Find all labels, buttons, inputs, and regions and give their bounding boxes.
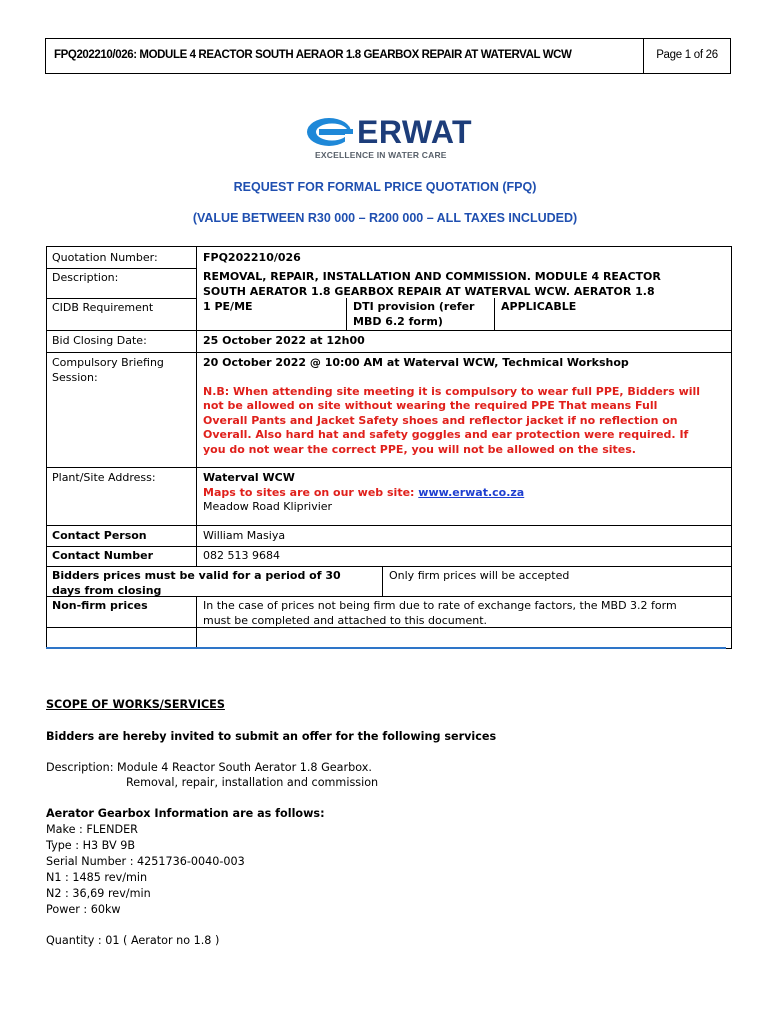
quotation-number-label: Quotation Number: xyxy=(52,251,158,264)
website-link[interactable]: www.erwat.co.za xyxy=(418,485,525,499)
table-row xyxy=(46,596,732,627)
cidb-label: CIDB Requirement xyxy=(46,298,196,330)
non-firm-label: Non-firm prices xyxy=(52,599,148,612)
erwat-logo xyxy=(305,114,473,165)
gearbox-power: Power : 60kw xyxy=(46,903,121,916)
gearbox-type: Type : H3 BV 9B xyxy=(46,839,135,852)
page-header xyxy=(45,38,731,74)
document-subtitle: (VALUE BETWEEN R30 000 – R200 000 – ALL TAXES INCLUDED) xyxy=(192,211,578,225)
description-label: Description: xyxy=(46,268,196,298)
briefing-details: 20 October 2022 @ 10:00 AM at Waterval WCW, Techmical Workshop xyxy=(203,356,629,369)
site-road: Meadow Road Kliprivier xyxy=(203,500,333,513)
ppe-notice-line: not be allowed on site without wearing the required PPE That means Full xyxy=(203,399,658,412)
validity-line: Bidders prices must be valid for a period of 30 xyxy=(52,569,341,582)
description-line: REMOVAL, REPAIR, INSTALLATION AND COMMISSION. MODULE 4 REACTOR xyxy=(203,270,661,283)
briefing-label-line: Session: xyxy=(52,370,98,384)
logo-wordmark: ERWAT xyxy=(357,114,473,150)
ppe-notice-line: you do not wear the correct PPE, you will not be allowed on the sites. xyxy=(203,442,636,456)
gearbox-info-heading: Aerator Gearbox Information are as follows: xyxy=(46,807,325,820)
briefing-label-line: Compulsory Briefing xyxy=(52,356,164,369)
quotation-number-value: FPQ202210/026 xyxy=(196,247,732,268)
briefing-label xyxy=(46,353,196,467)
empty-cell xyxy=(196,628,732,648)
gearbox-quantity: Quantity : 01 ( Aerator no 1.8 ) xyxy=(46,934,220,947)
gearbox-n1: N1 : 1485 rev/min xyxy=(46,871,148,884)
gearbox-serial: Serial Number : 4251736-0040-003 xyxy=(46,855,245,868)
validity-line: days from closing xyxy=(52,583,162,597)
table-row xyxy=(46,268,732,298)
scope-description: Description: Module 4 Reactor South Aerator 1.8 Gearbox. xyxy=(46,761,372,774)
logo-tagline: EXCELLENCE IN WATER CARE xyxy=(315,150,447,160)
non-firm-line: must be completed and attached to this document. xyxy=(203,613,488,627)
briefing-value xyxy=(196,353,732,467)
table-row xyxy=(46,330,732,352)
table-row xyxy=(46,298,732,330)
table-row xyxy=(46,627,732,649)
scope-heading: SCOPE OF WORKS/SERVICES xyxy=(46,698,225,711)
gearbox-n2: N2 : 36,69 rev/min xyxy=(46,887,151,900)
table-row xyxy=(46,467,732,525)
table-row xyxy=(46,246,732,268)
validity-label xyxy=(46,567,382,596)
document-title: REQUEST FOR FORMAL PRICE QUOTATION (FPQ) xyxy=(233,180,537,194)
closing-date-value: 25 October 2022 at 12h00 xyxy=(196,331,732,352)
divider-line xyxy=(46,647,726,649)
dti-value: APPLICABLE xyxy=(494,298,732,330)
ppe-notice-line: N.B: When attending site meeting it is compulsory to wear full PPE, Bidders will xyxy=(203,384,701,398)
validity-value: Only firm prices will be accepted xyxy=(382,567,732,596)
empty-cell xyxy=(46,628,196,648)
contact-person-label: Contact Person xyxy=(52,529,147,542)
contact-number-value: 082 513 9684 xyxy=(196,547,732,566)
ppe-notice-line: Overall Pants and Jacket Safety shoes and reflector jacket if no reflection on xyxy=(203,413,678,427)
closing-date-label: Bid Closing Date: xyxy=(52,334,147,347)
ppe-notice-line: Overall. Also hard hat and safety goggles and ear protection were required. If xyxy=(203,428,689,441)
description-value xyxy=(196,268,732,298)
cidb-value: 1 PE/ME xyxy=(196,298,346,330)
dti-label-line: DTI provision (refer xyxy=(353,300,475,313)
gearbox-make: Make : FLENDER xyxy=(46,823,138,836)
table-row xyxy=(46,546,732,566)
scope-description: Removal, repair, installation and commission xyxy=(126,776,379,789)
non-firm-value xyxy=(196,597,732,627)
contact-number-label: Contact Number xyxy=(52,549,154,562)
scope-invite: Bidders are hereby invited to submit an offer for the following services xyxy=(46,730,497,743)
table-row xyxy=(46,566,732,596)
header-title: FPQ202210/026: MODULE 4 REACTOR SOUTH AERAOR 1.8 GEARBOX REPAIR AT WATERVAL WCW xyxy=(46,39,644,73)
site-address-value xyxy=(196,468,732,525)
contact-person-value: William Masiya xyxy=(196,526,732,546)
description-line: SOUTH AERATOR 1.8 GEARBOX REPAIR AT WATERVAL WCW. AERATOR 1.8 xyxy=(203,284,655,298)
page-number: Page 1 of 26 xyxy=(656,49,718,61)
table-row xyxy=(46,525,732,546)
erwat-logo-icon xyxy=(305,115,357,149)
non-firm-line: In the case of prices not being firm due to rate of exchange factors, the MBD 3.2 form xyxy=(203,599,677,612)
table-row xyxy=(46,352,732,467)
maps-text: Maps to sites are on our web site: xyxy=(203,485,419,499)
site-name: Waterval WCW xyxy=(203,471,295,484)
dti-label-line: MBD 6.2 form) xyxy=(353,314,443,328)
site-address-label: Plant/Site Address: xyxy=(52,471,156,484)
dti-label xyxy=(346,298,494,330)
